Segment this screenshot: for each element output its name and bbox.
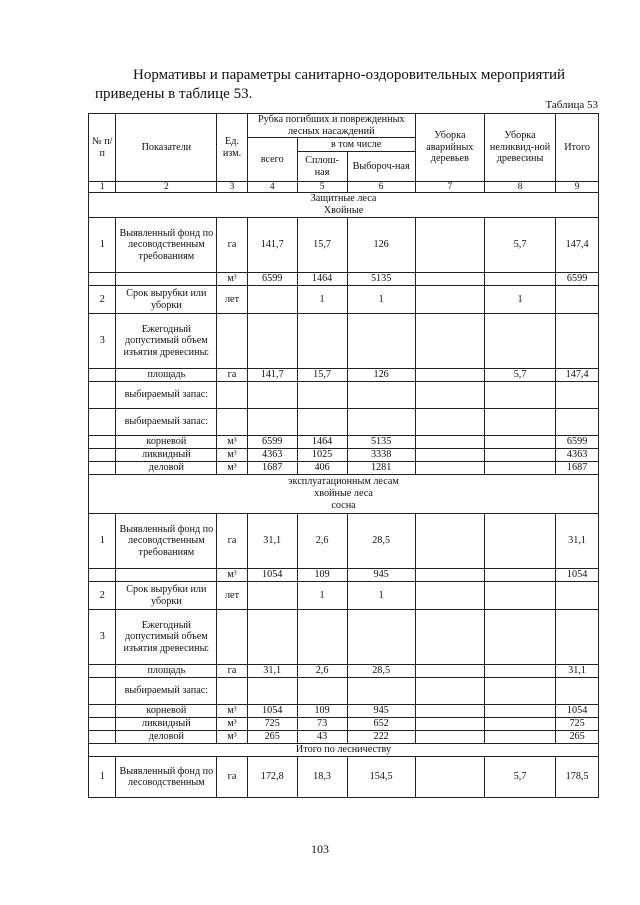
value-cell: 178,5	[556, 757, 599, 798]
table-row	[89, 286, 599, 314]
value-cell	[415, 462, 484, 475]
indicator-label: Ежегодный допустимый объем изъятия древесины:	[116, 610, 217, 665]
value-cell: 1054	[556, 705, 599, 718]
table-row	[89, 514, 599, 569]
value-cell: 28,5	[347, 665, 415, 678]
value-cell: 1054	[247, 705, 297, 718]
indicator-label: Выявленный фонд по лесоводственным требованиям	[116, 218, 217, 273]
value-cell: 1025	[297, 449, 347, 462]
unit-cell: га	[217, 369, 248, 382]
table-row	[89, 382, 599, 409]
value-cell: 43	[297, 731, 347, 744]
value-cell: 945	[347, 569, 415, 582]
unit-cell: га	[217, 757, 248, 798]
value-cell: 31,1	[247, 514, 297, 569]
table-row	[89, 273, 599, 286]
value-cell	[484, 718, 555, 731]
value-cell: 945	[347, 705, 415, 718]
value-cell: 5,7	[484, 369, 555, 382]
value-cell: 31,1	[556, 665, 599, 678]
row-number: 1	[89, 218, 116, 273]
unit-cell: м³	[217, 436, 248, 449]
value-cell: 406	[297, 462, 347, 475]
table-label: Таблица 53	[545, 99, 598, 111]
value-cell: 1	[347, 582, 415, 610]
value-cell: 1054	[247, 569, 297, 582]
value-cell: 73	[297, 718, 347, 731]
table-row	[89, 449, 599, 462]
col-number: 7	[415, 182, 484, 193]
section-title-district	[89, 744, 599, 757]
value-cell: 1	[347, 286, 415, 314]
value-cell: 6599	[247, 436, 297, 449]
unit-cell: м³	[217, 462, 248, 475]
value-cell: 2,6	[297, 665, 347, 678]
value-cell: 4363	[556, 449, 599, 462]
indicator-label: ликвидный	[116, 718, 217, 731]
table-row	[89, 678, 599, 705]
value-cell: 109	[297, 569, 347, 582]
table-row	[89, 757, 599, 798]
value-cell: 1687	[247, 462, 297, 475]
header-incl: в том числе	[297, 138, 415, 152]
col-number: 4	[247, 182, 297, 193]
col-number: 9	[556, 182, 599, 193]
header-selective: Выбороч-ная	[347, 152, 415, 182]
value-cell: 5135	[347, 273, 415, 286]
value-cell: 154,5	[347, 757, 415, 798]
value-cell	[484, 273, 555, 286]
row-number: 1	[89, 514, 116, 569]
value-cell: 3338	[347, 449, 415, 462]
unit-cell: м³	[217, 273, 248, 286]
unit-cell: м³	[217, 569, 248, 582]
section-title-operational	[89, 475, 599, 514]
table-row	[89, 409, 599, 436]
header-num: № п/п	[89, 114, 116, 182]
value-cell	[484, 462, 555, 475]
value-cell: 147,4	[556, 369, 599, 382]
indicator-label: Ежегодный допустимый объем изъятия древесины:	[116, 314, 217, 369]
value-cell: 6599	[556, 273, 599, 286]
value-cell	[484, 569, 555, 582]
table-row	[89, 665, 599, 678]
intro-paragraph: Нормативы и параметры санитарно-оздоровительных мероприятий приведены в таблице 53.	[95, 67, 566, 102]
unit-cell: м³	[217, 731, 248, 744]
table-row	[89, 218, 599, 273]
section-line: Хвойные	[323, 205, 364, 217]
table-row	[89, 705, 599, 718]
header-illiquid: Уборка неликвид-ной древесины	[484, 114, 555, 182]
col-number: 1	[89, 182, 116, 193]
value-cell: 1	[297, 582, 347, 610]
value-cell	[484, 731, 555, 744]
value-cell	[415, 582, 484, 610]
col-number: 6	[347, 182, 415, 193]
table-row	[89, 462, 599, 475]
row-number: 2	[89, 286, 116, 314]
value-cell: 109	[297, 705, 347, 718]
value-cell	[415, 369, 484, 382]
section-title-protective	[89, 193, 599, 218]
value-cell	[556, 582, 599, 610]
unit-cell: лет	[217, 582, 248, 610]
value-cell: 6599	[247, 273, 297, 286]
table-row	[89, 610, 599, 665]
indicator-label: площадь	[116, 369, 217, 382]
value-cell	[415, 569, 484, 582]
value-cell	[415, 449, 484, 462]
indicator-label: площадь	[116, 665, 217, 678]
value-cell: 1281	[347, 462, 415, 475]
value-cell	[484, 449, 555, 462]
value-cell: 265	[556, 731, 599, 744]
value-cell: 31,1	[556, 514, 599, 569]
value-cell	[415, 514, 484, 569]
unit-cell: м³	[217, 705, 248, 718]
value-cell	[415, 731, 484, 744]
table-row	[89, 582, 599, 610]
row-number: 2	[89, 582, 116, 610]
value-cell: 222	[347, 731, 415, 744]
value-cell: 18,3	[297, 757, 347, 798]
section-line: Защитные леса	[310, 193, 377, 205]
value-cell	[247, 286, 297, 314]
header-sum: Итого	[556, 114, 599, 182]
table-row	[89, 569, 599, 582]
value-cell	[415, 286, 484, 314]
value-cell	[484, 582, 555, 610]
value-cell: 31,1	[247, 665, 297, 678]
header-indicator: Показатели	[116, 114, 217, 182]
value-cell: 6599	[556, 436, 599, 449]
value-cell: 1464	[297, 273, 347, 286]
section-line: Итого по лесничеству	[295, 744, 392, 756]
section-line: хвойные леса	[314, 488, 373, 500]
value-cell	[415, 665, 484, 678]
value-cell: 28,5	[347, 514, 415, 569]
header-solid: Сплош-ная	[297, 152, 347, 182]
value-cell: 126	[347, 218, 415, 273]
indicator-label: выбираемый запас:	[116, 409, 217, 436]
col-number: 8	[484, 182, 555, 193]
table-row	[89, 314, 599, 369]
indicator-label: деловой	[116, 462, 217, 475]
unit-cell: га	[217, 665, 248, 678]
value-cell: 141,7	[247, 218, 297, 273]
value-cell: 147,4	[556, 218, 599, 273]
col-number: 5	[297, 182, 347, 193]
value-cell	[415, 436, 484, 449]
value-cell: 1	[484, 286, 555, 314]
section-line: сосна	[331, 500, 356, 512]
indicator-label: корневой	[116, 436, 217, 449]
unit-cell: га	[217, 218, 248, 273]
value-cell	[484, 665, 555, 678]
header-unit: Ед. изм.	[217, 114, 248, 182]
indicator-label: Выявленный фонд по лесоводственным	[116, 757, 217, 798]
value-cell: 1464	[297, 436, 347, 449]
value-cell: 265	[247, 731, 297, 744]
row-number: 3	[89, 610, 116, 665]
table-row	[89, 718, 599, 731]
value-cell: 5135	[347, 436, 415, 449]
value-cell	[415, 718, 484, 731]
value-cell: 2,6	[297, 514, 347, 569]
column-number-row	[89, 182, 599, 193]
indicator-label: ликвидный	[116, 449, 217, 462]
value-cell: 725	[247, 718, 297, 731]
norms-table	[88, 113, 599, 798]
value-cell: 652	[347, 718, 415, 731]
table-row	[89, 731, 599, 744]
value-cell: 1	[297, 286, 347, 314]
col-number: 2	[116, 182, 217, 193]
value-cell	[484, 705, 555, 718]
header-emergency: Уборка аварийных деревьев	[415, 114, 484, 182]
header-total: всего	[247, 138, 297, 182]
indicator-label: выбираемый запас:	[116, 678, 217, 705]
value-cell	[415, 705, 484, 718]
unit-cell: м³	[217, 449, 248, 462]
value-cell: 4363	[247, 449, 297, 462]
unit-cell: м³	[217, 718, 248, 731]
value-cell	[484, 514, 555, 569]
indicator-label: Выявленный фонд по лесоводственным требованиям	[116, 514, 217, 569]
indicator-label: Срок вырубки или уборки	[116, 286, 217, 314]
indicator-label: деловой	[116, 731, 217, 744]
page-number: 103	[311, 842, 329, 856]
indicator-label: корневой	[116, 705, 217, 718]
value-cell: 5,7	[484, 218, 555, 273]
value-cell	[415, 757, 484, 798]
value-cell: 1687	[556, 462, 599, 475]
row-number: 3	[89, 314, 116, 369]
value-cell	[415, 218, 484, 273]
section-line: эксплуатационным лесам	[288, 476, 399, 488]
value-cell: 15,7	[297, 369, 347, 382]
indicator-label: Срок вырубки или уборки	[116, 582, 217, 610]
unit-cell: лет	[217, 286, 248, 314]
value-cell: 725	[556, 718, 599, 731]
unit-cell: га	[217, 514, 248, 569]
value-cell: 15,7	[297, 218, 347, 273]
table-row	[89, 369, 599, 382]
header-felling: Рубка погибших и поврежденных лесных насаждений	[247, 114, 415, 138]
value-cell	[484, 436, 555, 449]
value-cell	[415, 273, 484, 286]
col-number: 3	[217, 182, 248, 193]
value-cell: 141,7	[247, 369, 297, 382]
value-cell: 126	[347, 369, 415, 382]
row-number: 1	[89, 757, 116, 798]
value-cell: 1054	[556, 569, 599, 582]
value-cell: 172,8	[247, 757, 297, 798]
table-row	[89, 436, 599, 449]
value-cell	[556, 286, 599, 314]
value-cell	[247, 582, 297, 610]
value-cell: 5,7	[484, 757, 555, 798]
indicator-label: выбираемый запас:	[116, 382, 217, 409]
